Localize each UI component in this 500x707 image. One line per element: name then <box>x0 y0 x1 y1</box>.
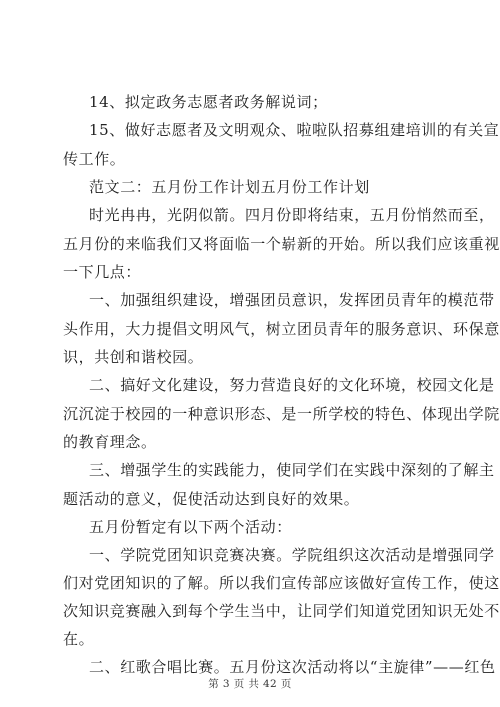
text-line: 五月份的来临我们又将面临一个崭新的开始。所以我们应该重视 <box>63 235 500 253</box>
text-line: 15、做好志愿者及文明观众、啦啦队招募组建培训的有关宣 <box>89 121 500 139</box>
text-line: 题活动的意义，促使活动达到良好的效果。 <box>63 490 360 508</box>
text-line: 次知识竞赛融入到每个学生当中，让同学们知道党团知识无处不 <box>63 602 500 620</box>
text-line: 一、学院党团知识竞赛决赛。学院组织这次活动是增强同学 <box>89 546 495 564</box>
text-line: 二、红歌合唱比赛。五月份这次活动将以“主旋律”——红色 <box>89 658 496 676</box>
page-footer: 第 3 页 共 42 页 <box>208 678 292 690</box>
text-line: 五月份暂定有以下两个活动： <box>89 518 292 536</box>
section-heading: 范文二：五月份工作计划五月份工作计划 <box>89 178 370 196</box>
text-line: 们对党团知识的了解。所以我们宣传部应该做好宣传工作，使这 <box>63 574 500 592</box>
text-line: 的教育理念。 <box>63 433 157 451</box>
text-line: 沉沉淀于校园的一种意识形态、是一所学校的特色、体现出学院 <box>63 405 500 423</box>
text-line: 在。 <box>63 630 95 648</box>
text-line: 头作用，大力提倡文明风气，树立团员青年的服务意识、环保意 <box>63 320 500 338</box>
text-line: 14、拟定政务志愿者政务解说词； <box>89 93 328 111</box>
text-line: 时光冉冉，光阴似箭。四月份即将结束，五月份悄然而至， <box>89 206 495 224</box>
text-line: 传工作。 <box>63 150 126 168</box>
text-line: 一下几点： <box>63 263 142 281</box>
text-line: 三、增强学生的实践能力，使同学们在实践中深刻的了解主 <box>89 461 495 479</box>
text-line: 二、搞好文化建设，努力营造良好的文化环境，校园文化是 <box>89 376 495 394</box>
text-line: 一、加强组织建设，增强团员意识，发挥团员青年的模范带 <box>89 291 495 309</box>
text-line: 识，共创和谐校园。 <box>63 348 204 366</box>
